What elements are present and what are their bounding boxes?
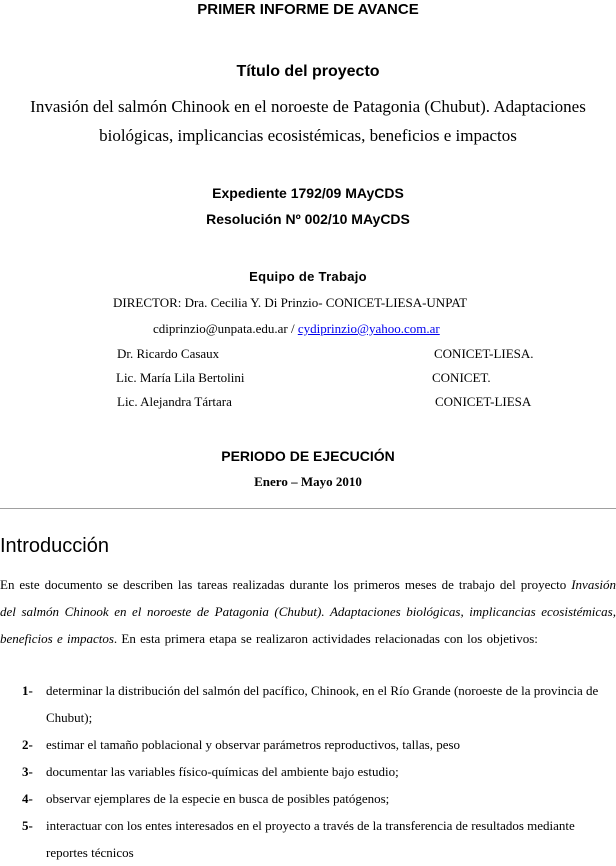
- email-link[interactable]: cydiprinzio@yahoo.com.ar: [297, 321, 440, 336]
- divider: [0, 508, 616, 509]
- list-item: [0, 731, 616, 758]
- project-label: Título del proyecto: [236, 63, 380, 80]
- member-affiliation: CONICET.: [432, 370, 491, 385]
- para-text: En este documento se describen las tareas realizadas durante los primeros meses de trabajo del proyecto: [0, 577, 572, 592]
- director: DIRECTOR: Dra. Cecilia Y. Di Prinzio- CONICET-LIESA-UNPAT: [113, 295, 468, 310]
- team-heading: Equipo de Trabajo: [249, 269, 367, 284]
- item-number: 4-: [22, 791, 33, 806]
- intro-heading: Introducción: [0, 535, 109, 557]
- list-item: [0, 785, 616, 812]
- item-text: determinar la distribución del salmón del pacífico, Chinook, en el Río Grande (noroeste de la provincia de Chubut);: [46, 683, 599, 725]
- email-plain: cdiprinzio@unpata.edu.ar /: [153, 321, 298, 336]
- list-item: [0, 812, 616, 866]
- item-text: estimar el tamaño poblacional y observar parámetros reproductivos, tallas, peso: [46, 737, 461, 752]
- member-name: Dr. Ricardo Casaux: [117, 346, 220, 361]
- list-item: [0, 677, 616, 731]
- member-affiliation: CONICET-LIESA: [435, 394, 532, 409]
- project-title: Invasión del salmón Chinook en el noroeste de Patagonia (Chubut). Adaptaciones biológicas, implicancias ecosistémicas, beneficios e impactos: [30, 97, 586, 145]
- period-value: Enero – Mayo 2010: [254, 474, 362, 489]
- item-number: 5-: [22, 818, 33, 833]
- item-number: 3-: [22, 764, 33, 779]
- intro-paragraph: [0, 571, 616, 652]
- expediente: Expediente 1792/09 MAyCDS: [212, 185, 404, 201]
- resolucion: Resolución Nº 002/10 MAyCDS: [206, 211, 410, 227]
- member-name: Lic. Alejandra Tártara: [117, 394, 232, 409]
- period-heading: PERIODO DE EJECUCIÓN: [221, 448, 395, 464]
- member-name: Lic. María Lila Bertolini: [116, 370, 245, 385]
- item-text: interactuar con los entes interesados en el proyecto a través de la transferencia de resultados mediante reportes técnicos: [46, 818, 575, 860]
- emails: [153, 321, 440, 337]
- item-text: observar ejemplares de la especie en busca de posibles patógenos;: [46, 791, 390, 806]
- para-project-title: Invasión del salmón Chinook en el noroeste de Patagonia (Chubut). Adaptaciones biológicas, implicancias ecosistémicas, beneficios e impactos: [0, 577, 616, 646]
- item-number: 1-: [22, 683, 33, 698]
- item-number: 2-: [22, 737, 33, 752]
- item-text: documentar las variables físico-químicas del ambiente bajo estudio;: [46, 764, 399, 779]
- objectives-list: [0, 677, 616, 866]
- report-title: PRIMER INFORME DE AVANCE: [197, 1, 419, 18]
- member-affiliation: CONICET-LIESA.: [434, 346, 534, 361]
- list-item: [0, 758, 616, 785]
- para-text: . En esta primera etapa se realizaron actividades relacionadas con los objetivos:: [113, 631, 538, 646]
